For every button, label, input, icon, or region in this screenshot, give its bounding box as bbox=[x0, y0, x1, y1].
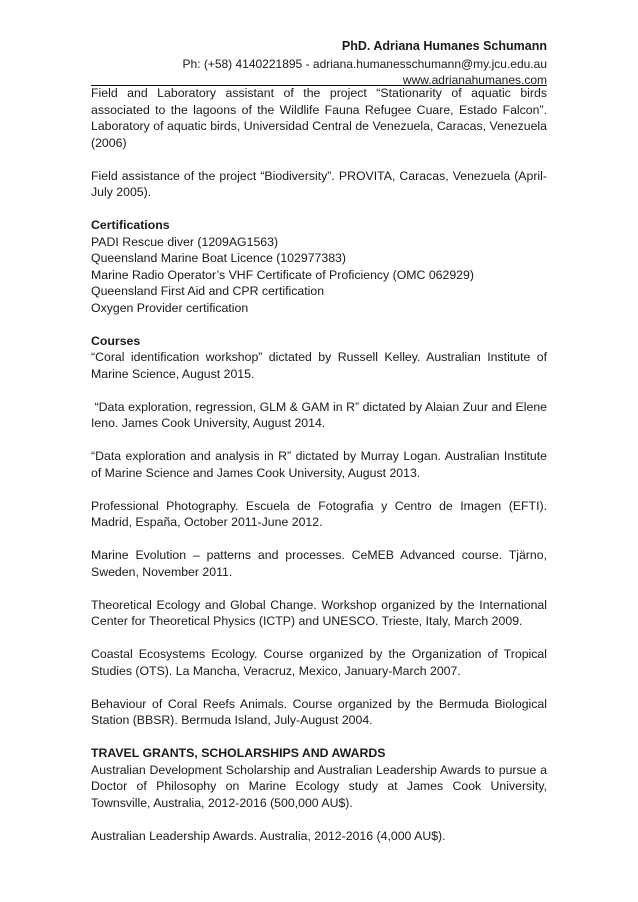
experience-entry: Field assistance of the project “Biodiversity”. PROVITA, Caracas, Venezuela (April-July 2005). bbox=[91, 168, 547, 199]
awards-heading: TRAVEL GRANTS, SCHOLARSHIPS AND AWARDS bbox=[91, 746, 386, 760]
certifications-heading: Certifications bbox=[91, 218, 170, 232]
course-item: “Coral identification workshop” dictated by Russell Kelley. Australian Institute of Marine Science, August 2015. bbox=[91, 350, 547, 381]
course-item: Behaviour of Coral Reefs Animals. Course organized by the Bermuda Biological Station (BBSR). Bermuda Island, July-August 2004. bbox=[91, 696, 547, 727]
certification-item: Marine Radio Operator’s VHF Certificate of Proficiency (OMC 062929) bbox=[91, 267, 474, 282]
award-item: Australian Development Scholarship and Australian Leadership Awards to pursue a Doctor of Philosophy on Marine Ecology study at James Cook University, Townsville, Australia, 2012-2016 (500,000 AU$). bbox=[91, 762, 547, 810]
author-name: PhD. Adriana Humanes Schumann bbox=[341, 39, 547, 53]
experience-entry: Field and Laboratory assistant of the project “Stationarity of aquatic birds associated to the lagoons of the Wildlife Fauna Refugee Cuare, Estado Falcon”. Laboratory of aquatic birds, Universidad Central de Venezuela, Caracas, Venezuela (2006) bbox=[91, 86, 547, 150]
course-item: “Data exploration, regression, GLM & GAM in R” dictated by Alaian Zuur and Elene Ieno. James Cook University, August 2014. bbox=[91, 399, 551, 430]
certification-item: Queensland First Aid and CPR certification bbox=[91, 284, 325, 298]
award-item: Australian Leadership Awards. Australia, 2012-2016 (4,000 AU$). bbox=[91, 828, 446, 843]
certification-item: Queensland Marine Boat Licence (102977383) bbox=[91, 251, 346, 265]
course-item: Professional Photography. Escuela de Fotografia y Centro de Imagen (EFTI). Madrid, España, October 2011-June 2012. bbox=[91, 498, 547, 529]
courses-heading: Courses bbox=[91, 333, 141, 348]
contact-line: Ph: (+58) 4140221895 - adriana.humanesschumann@my.jcu.edu.au bbox=[182, 57, 547, 71]
certification-item: Oxygen Provider certification bbox=[91, 300, 249, 315]
cv-header bbox=[87, 38, 547, 88]
course-item: “Data exploration and analysis in R” dictated by Murray Logan. Australian Institute of Marine Science and James Cook University, August 2013. bbox=[91, 449, 547, 480]
cv-content bbox=[91, 85, 551, 844]
course-item: Coastal Ecosystems Ecology. Course organized by the Organization of Tropical Studies (OTS). La Mancha, Veracruz, Mexico, January-March 2007. bbox=[91, 647, 547, 678]
certifications-list bbox=[91, 234, 547, 317]
course-item: Theoretical Ecology and Global Change. Workshop organized by the International Center for Theoretical Physics (ICTP) and UNESCO. Trieste, Italy, March 2009. bbox=[91, 597, 547, 628]
course-item: Marine Evolution – patterns and processes. CeMEB Advanced course. Tjärno, Sweden, November 2011. bbox=[91, 548, 547, 579]
website-link[interactable]: www.adrianahumanes.com bbox=[402, 73, 547, 87]
certification-item: PADI Rescue diver (1209AG1563) bbox=[91, 234, 279, 249]
